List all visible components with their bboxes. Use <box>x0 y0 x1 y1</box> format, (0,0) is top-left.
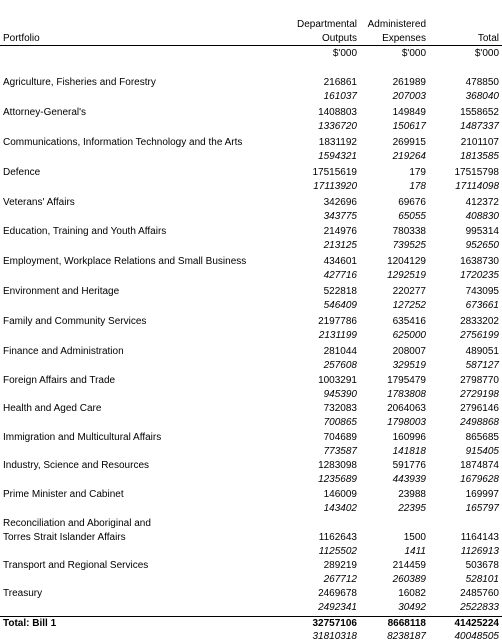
prior-year-row <box>0 573 502 587</box>
prior-administered-value: 127252 <box>392 300 426 311</box>
prior-year-row <box>0 150 502 164</box>
administered-value: 269915 <box>392 137 426 148</box>
prior-total-value: 1813585 <box>460 151 499 162</box>
total-value: 489051 <box>465 346 499 357</box>
prior-departmental-value: 2492341 <box>318 602 357 613</box>
portfolio-label: Foreign Affairs and Trade <box>3 375 116 386</box>
administered-value: 16082 <box>398 588 426 599</box>
portfolio-row <box>0 76 502 90</box>
total-value: 2796146 <box>460 403 499 414</box>
portfolio-row <box>0 345 502 359</box>
administered-value: 23988 <box>398 489 426 500</box>
administered-value: 208007 <box>392 346 426 357</box>
departmental-value: 1162643 <box>318 532 357 543</box>
prior-departmental-value: 17113920 <box>313 181 357 192</box>
portfolio-label: Communications, Information Technology and the Arts <box>3 137 243 148</box>
prior-total-value: 17114098 <box>455 181 499 192</box>
total-row <box>0 617 502 631</box>
total-value: 503678 <box>465 560 499 571</box>
prior-year-row <box>0 545 502 559</box>
prior-year-row <box>0 359 502 373</box>
total-label: Total: Bill 1 <box>3 618 57 629</box>
departmental-value: 1408803 <box>318 107 357 118</box>
departmental-value: 1831192 <box>318 137 357 148</box>
prior-administered-value: 739525 <box>392 240 426 251</box>
departmental-value: 1283098 <box>318 460 357 471</box>
prior-total-value: 2729198 <box>460 389 499 400</box>
prior-total-value: 952650 <box>465 240 499 251</box>
administered-value: 220277 <box>392 286 426 297</box>
prior-departmental-value: 257608 <box>323 360 357 371</box>
departmental-header-line2: Outputs <box>321 33 357 44</box>
portfolio-header: Portfolio <box>3 33 40 44</box>
prior-total-value: 1720235 <box>460 270 499 281</box>
prior-administered-value: 150617 <box>392 121 426 132</box>
total-value: 1558652 <box>460 107 499 118</box>
total-value: 1164143 <box>460 532 499 543</box>
portfolio-label: Attorney-General's <box>3 107 87 118</box>
total-value: 412372 <box>465 197 499 208</box>
total-prior-total: 40048505 <box>454 631 499 642</box>
portfolio-label: Industry, Science and Resources <box>3 460 150 471</box>
total-departmental: 32757106 <box>312 618 357 629</box>
administered-value: 179 <box>409 167 426 178</box>
departmental-value: 704689 <box>323 432 357 443</box>
portfolio-label: Environment and Heritage <box>3 286 120 297</box>
portfolio-label: Finance and Administration <box>3 346 124 357</box>
prior-year-row <box>0 180 502 194</box>
prior-administered-value: 219264 <box>392 151 426 162</box>
total-value: 478850 <box>465 77 499 88</box>
portfolio-label: Veterans' Affairs <box>3 197 75 208</box>
departmental-value: 1003291 <box>318 375 357 386</box>
prior-administered-value: 260389 <box>392 574 426 585</box>
header-rule <box>0 45 502 46</box>
prior-total-value: 368040 <box>465 91 499 102</box>
administered-value: 591776 <box>392 460 426 471</box>
prior-year-row <box>0 299 502 313</box>
prior-departmental-value: 546409 <box>323 300 357 311</box>
total-value: 995314 <box>465 226 499 237</box>
prior-total-value: 673661 <box>465 300 499 311</box>
portfolio-row <box>0 136 502 150</box>
prior-departmental-value: 343775 <box>323 211 357 222</box>
portfolio-row <box>0 255 502 269</box>
prior-total-value: 165797 <box>465 503 499 514</box>
administered-value: 160996 <box>392 432 426 443</box>
portfolio-label: Transport and Regional Services <box>3 560 149 571</box>
portfolio-label: Immigration and Multicultural Affairs <box>3 432 162 443</box>
portfolio-row <box>0 488 502 502</box>
departmental-value: 434601 <box>323 256 357 267</box>
departmental-value: 289219 <box>323 560 357 571</box>
portfolio-row <box>0 531 502 545</box>
administered-value: 2064063 <box>387 403 426 414</box>
prior-year-row <box>0 239 502 253</box>
prior-total-value: 1679628 <box>460 474 499 485</box>
administered-header-line2: Expenses <box>382 33 426 44</box>
total-administered: 8668118 <box>387 618 426 629</box>
prior-year-row <box>0 416 502 430</box>
prior-year-row <box>0 120 502 134</box>
portfolio-label: Education, Training and Youth Affairs <box>3 226 167 237</box>
prior-departmental-value: 213125 <box>323 240 357 251</box>
prior-departmental-value: 267712 <box>323 574 357 585</box>
unit-label-col3: $'000 <box>474 48 499 59</box>
prior-total-value: 915405 <box>465 446 499 457</box>
departmental-value: 216861 <box>323 77 357 88</box>
total-value: 2798770 <box>460 375 499 386</box>
portfolio-label: Defence <box>3 167 41 178</box>
administered-value: 214459 <box>392 560 426 571</box>
prior-departmental-value: 2131199 <box>318 330 357 341</box>
prior-departmental-value: 161037 <box>323 91 357 102</box>
total-value: 1638730 <box>460 256 499 267</box>
total-total: 41425224 <box>454 618 499 629</box>
portfolio-label: Treasury <box>3 588 43 599</box>
portfolio-label: Reconciliation and Aboriginal and <box>3 518 151 529</box>
portfolio-row <box>0 587 502 601</box>
prior-administered-value: 625000 <box>392 330 426 341</box>
portfolio-row <box>0 285 502 299</box>
portfolio-row <box>0 166 502 180</box>
administered-value: 1500 <box>403 532 426 543</box>
unit-label-col2: $'000 <box>401 48 426 59</box>
prior-total-value: 1126913 <box>460 546 499 557</box>
prior-year-row <box>0 90 502 104</box>
prior-administered-value: 65055 <box>398 211 426 222</box>
prior-total-value: 2498868 <box>460 417 499 428</box>
prior-departmental-value: 1235689 <box>318 474 357 485</box>
departmental-value: 2469678 <box>318 588 357 599</box>
administered-value: 261989 <box>392 77 426 88</box>
prior-departmental-value: 1594321 <box>318 151 357 162</box>
prior-departmental-value: 945390 <box>323 389 357 400</box>
prior-administered-value: 1292519 <box>387 270 426 281</box>
total-value: 2833202 <box>460 316 499 327</box>
administered-value: 1795479 <box>387 375 426 386</box>
departmental-value: 342696 <box>323 197 357 208</box>
prior-total-value: 1487337 <box>460 121 499 132</box>
portfolio-row <box>0 315 502 329</box>
departmental-value: 732083 <box>323 403 357 414</box>
unit-label-col1: $'000 <box>332 48 357 59</box>
total-prior-departmental: 31810318 <box>312 631 357 642</box>
total-value: 17515798 <box>454 167 499 178</box>
administered-value: 1204129 <box>387 256 426 267</box>
portfolio-row <box>0 225 502 239</box>
prior-year-row <box>0 502 502 516</box>
administered-value: 635416 <box>392 316 426 327</box>
departmental-value: 214976 <box>323 226 357 237</box>
prior-departmental-value: 1125502 <box>318 546 357 557</box>
prior-administered-value: 22395 <box>398 503 426 514</box>
administered-value: 780338 <box>392 226 426 237</box>
prior-administered-value: 30492 <box>398 602 426 613</box>
departmental-value: 281044 <box>323 346 357 357</box>
portfolio-row <box>0 374 502 388</box>
portfolio-row <box>0 402 502 416</box>
departmental-value: 146009 <box>323 489 357 500</box>
total-prior-administered: 8238187 <box>387 631 426 642</box>
prior-administered-value: 141818 <box>392 446 426 457</box>
prior-total-value: 408830 <box>465 211 499 222</box>
prior-year-row <box>0 210 502 224</box>
portfolio-row <box>0 459 502 473</box>
prior-departmental-value: 700865 <box>323 417 357 428</box>
administered-value: 69676 <box>398 197 426 208</box>
portfolio-row <box>0 559 502 573</box>
administered-value: 149849 <box>392 107 426 118</box>
total-value: 865685 <box>465 432 499 443</box>
total-prior-row <box>0 630 502 644</box>
total-value: 2485760 <box>460 588 499 599</box>
prior-administered-value: 1798003 <box>387 417 426 428</box>
prior-administered-value: 1411 <box>404 546 426 557</box>
portfolio-label: Health and Aged Care <box>3 403 102 414</box>
prior-departmental-value: 773587 <box>323 446 357 457</box>
portfolio-label: Employment, Workplace Relations and Small Business <box>3 256 247 267</box>
prior-departmental-value: 143402 <box>323 503 357 514</box>
prior-total-value: 2756199 <box>460 330 499 341</box>
prior-total-value: 2522833 <box>460 602 499 613</box>
prior-departmental-value: 1336720 <box>318 121 357 132</box>
prior-total-value: 587127 <box>465 360 499 371</box>
prior-total-value: 528101 <box>465 574 499 585</box>
administered-header-line1: Administered <box>367 19 426 30</box>
total-value: 1874874 <box>460 460 499 471</box>
departmental-value: 2197786 <box>318 316 357 327</box>
total-header: Total <box>477 33 499 44</box>
prior-year-row <box>0 473 502 487</box>
portfolio-row <box>0 431 502 445</box>
prior-year-row <box>0 329 502 343</box>
prior-administered-value: 329519 <box>392 360 426 371</box>
prior-year-row <box>0 445 502 459</box>
departmental-value: 522818 <box>323 286 357 297</box>
departmental-value: 17515619 <box>312 167 357 178</box>
prior-year-row <box>0 269 502 283</box>
prior-departmental-value: 427716 <box>323 270 357 281</box>
prior-year-row <box>0 388 502 402</box>
portfolio-row <box>0 106 502 120</box>
total-value: 743095 <box>465 286 499 297</box>
prior-year-row <box>0 601 502 615</box>
prior-administered-value: 443939 <box>392 474 426 485</box>
portfolio-label: Agriculture, Fisheries and Forestry <box>3 77 156 88</box>
portfolio-label: Family and Community Services <box>3 316 147 327</box>
portfolio-label: Prime Minister and Cabinet <box>3 489 124 500</box>
total-value: 169997 <box>465 489 499 500</box>
portfolio-row <box>0 196 502 210</box>
portfolio-row <box>0 517 502 531</box>
prior-administered-value: 1783808 <box>387 389 426 400</box>
prior-administered-value: 178 <box>409 181 426 192</box>
prior-administered-value: 207003 <box>392 91 426 102</box>
portfolio-label: Torres Strait Islander Affairs <box>3 532 126 543</box>
departmental-header-line1: Departmental <box>296 19 357 30</box>
total-value: 2101107 <box>460 137 499 148</box>
